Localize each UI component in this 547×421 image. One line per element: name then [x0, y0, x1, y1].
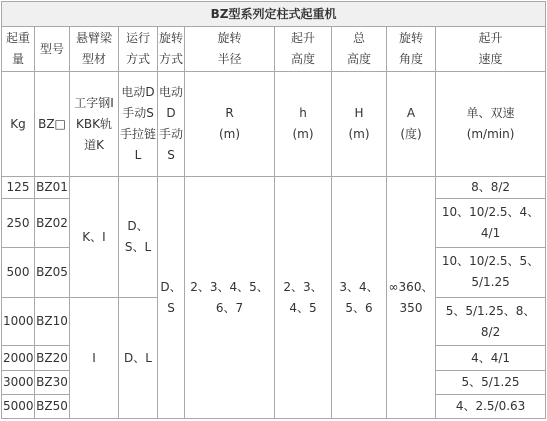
unit-slew-radius: R (m): [185, 72, 275, 177]
cell-capacity: 5000: [2, 394, 35, 418]
cell-model: BZ10: [35, 298, 70, 346]
cell-slew-mode: D、 S: [158, 177, 185, 419]
header-model: 型号: [35, 27, 70, 72]
cell-travel-upper: D、 S、L: [119, 177, 158, 298]
cell-model: BZ05: [35, 247, 70, 297]
cell-capacity: 1000: [2, 298, 35, 346]
cell-capacity: 125: [2, 177, 35, 199]
header-lift-height: 起升 高度: [275, 27, 332, 72]
table-title: BZ型系列定柱式起重机: [2, 2, 546, 27]
cell-speed: 10、10/2.5、4、 4/1: [436, 199, 546, 247]
cell-speed: 4、4/1: [436, 346, 546, 370]
cell-boom-lower: I: [70, 298, 119, 419]
cell-model: BZ02: [35, 199, 70, 247]
unit-lift-height: h (m): [275, 72, 332, 177]
header-slew-mode: 旋转 方式: [158, 27, 185, 72]
cell-model: BZ20: [35, 346, 70, 370]
cell-boom-upper: K、I: [70, 177, 119, 298]
unit-row: [2, 72, 546, 177]
cell-speed: 4、2.5/0.63: [436, 394, 546, 418]
unit-lift-speed: 单、双速 (m/min): [436, 72, 546, 177]
cell-slew-angle: ∞360、 350: [387, 177, 436, 419]
unit-slew-angle: A (度): [387, 72, 436, 177]
header-slew-angle: 旋转 角度: [387, 27, 436, 72]
title-row: [2, 2, 546, 27]
unit-slew-mode: 电动 D 手动 S: [158, 72, 185, 177]
header-boom-material: 悬臂梁 型材: [70, 27, 119, 72]
cell-slew-radius: 2、3、4、5、 6、7: [185, 177, 275, 419]
cell-capacity: 500: [2, 247, 35, 297]
cell-model: BZ01: [35, 177, 70, 199]
unit-total-height: H (m): [332, 72, 387, 177]
unit-travel-mode: 电动D 手动S 手拉链 L: [119, 72, 158, 177]
table-row: [2, 177, 546, 199]
cell-lift-height: 2、3、 4、5: [275, 177, 332, 419]
crane-spec-table: [1, 1, 546, 419]
cell-model: BZ30: [35, 370, 70, 394]
cell-speed: 5、5/1.25: [436, 370, 546, 394]
cell-total-height: 3、4、 5、6: [332, 177, 387, 419]
unit-boom-material: 工字钢I KBK轨 道K: [70, 72, 119, 177]
header-lift-speed: 起升 速度: [436, 27, 546, 72]
header-capacity: 起重 量: [2, 27, 35, 72]
header-travel-mode: 运行 方式: [119, 27, 158, 72]
cell-capacity: 2000: [2, 346, 35, 370]
unit-capacity: Kg: [2, 72, 35, 177]
header-slew-radius: 旋转 半径: [185, 27, 275, 72]
cell-travel-lower: D、L: [119, 298, 158, 419]
header-row: [2, 27, 546, 72]
cell-capacity: 3000: [2, 370, 35, 394]
cell-speed: 10、10/2.5、5、 5/1.25: [436, 247, 546, 297]
header-total-height: 总 高度: [332, 27, 387, 72]
cell-model: BZ50: [35, 394, 70, 418]
cell-speed: 5、5/1.25、8、 8/2: [436, 298, 546, 346]
cell-speed: 8、8/2: [436, 177, 546, 199]
cell-capacity: 250: [2, 199, 35, 247]
unit-model: BZ□: [35, 72, 70, 177]
